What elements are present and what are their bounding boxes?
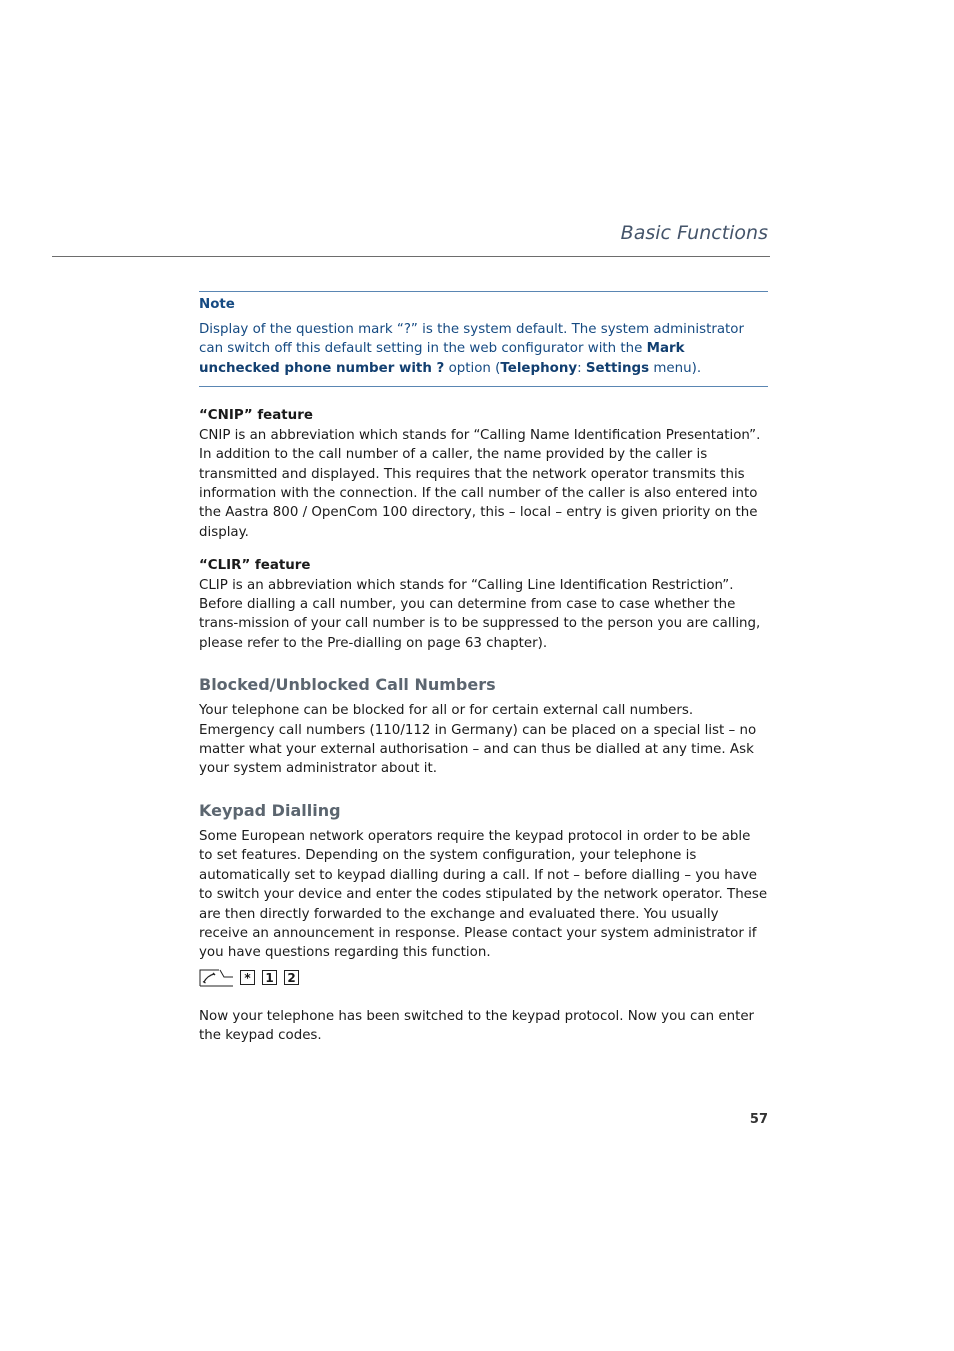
key-star: * — [240, 970, 255, 985]
keypad-result: Now your telephone has been switched to the keypad protocol. Now you can enter the keypad codes. — [199, 1008, 755, 1044]
key-2: 2 — [284, 970, 299, 985]
clir-body: CLIP is an abbreviation which stands for “Calling Line Identification Restriction”. Before dialling a call number, you can determine from case to case whether the trans-mission of your call number is to be suppressed to the person you are calling, please refer to the Pre-dialling on page 63 chapter). — [199, 577, 761, 651]
page-content — [199, 291, 768, 1046]
note-text-part: menu). — [649, 360, 702, 376]
note-label: Note — [199, 297, 235, 312]
page-number: 57 — [749, 1112, 768, 1127]
note-text-part: : — [577, 360, 586, 376]
note-menu-telephony: Telephony — [500, 360, 578, 376]
keypad-heading: Keypad Dialling — [199, 800, 341, 820]
cnip-body: CNIP is an abbreviation which stands for “Calling Name Identification Presentation”. In addition to the call number of a caller, the name provided by the caller is transmitted and displayed. This requires that the network operator transmits this information with the connection. If the call number of the caller is also entered into the Aastra 800 / OpenCom 100 directory, this – local – entry is given priority on the display. — [199, 427, 761, 540]
cnip-feature — [199, 406, 768, 542]
keypad-body: Some European network operators require the keypad protocol in order to be able to set features. Depending on the system configuration, your telephone is automatically set to keypad dialling during a call. If not – before dialling – you have to switch your device and enter the codes stipulated by the network operator. These are then directly forwarded to the exchange and evaluated there. You usually receive an announcement in response. Please contact your system administrator if you have questions regarding this function. — [199, 828, 768, 961]
note-box — [199, 291, 768, 387]
cnip-title: “CNIP” feature — [199, 408, 313, 424]
clir-title: “CLIR” feature — [199, 558, 311, 574]
note-menu-settings: Settings — [585, 360, 650, 376]
key-1: 1 — [262, 970, 277, 985]
header-rule — [52, 256, 770, 257]
handset-off-hook-icon — [199, 969, 233, 987]
blocked-body: Your telephone can be blocked for all or for certain external call numbers. Emergency call numbers (110/112 in Germany) can be placed on a special list – no matter what your external authorisation – and can thus be dialled at any time. Ask your system administrator about it. — [199, 703, 757, 777]
note-text-part: Display of the question mark “?” is the system default. The system administrator can switch off this default setting in the web configurator with the — [199, 321, 744, 357]
blocked-heading: Blocked/Unblocked Call Numbers — [199, 675, 496, 695]
note-text — [199, 320, 768, 379]
note-option-name: Mark unchecked phone number with ? — [199, 341, 685, 376]
header-title: Basic Functions — [620, 222, 768, 244]
key-sequence — [199, 967, 768, 989]
clir-feature — [199, 556, 768, 653]
note-text-part: option ( — [444, 360, 501, 376]
